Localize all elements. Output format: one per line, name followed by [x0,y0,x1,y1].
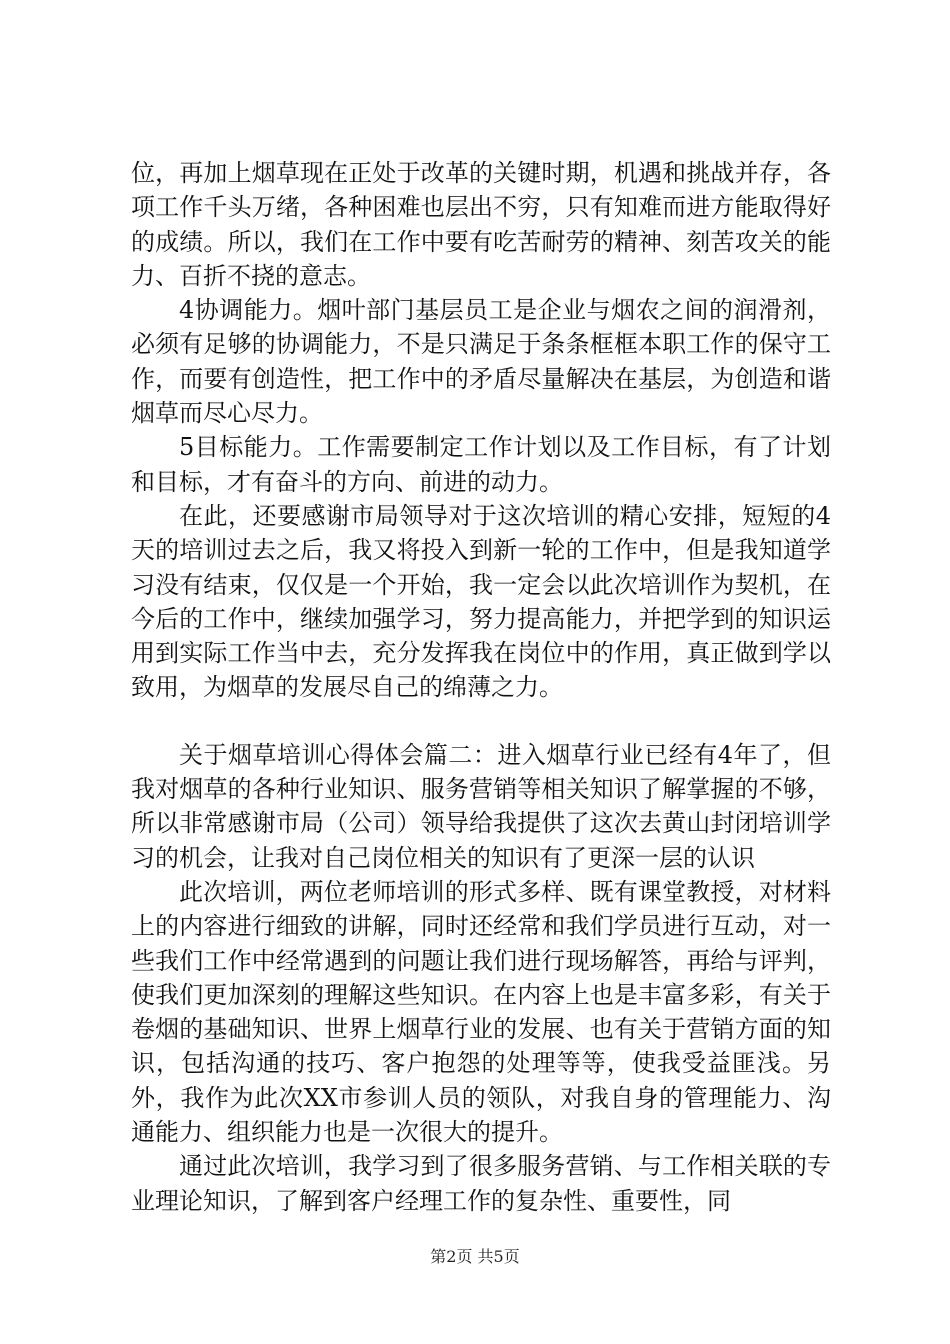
paragraph-thanks: 在此，还要感谢市局领导对于这次培训的精心安排，短短的4天的培训过去之后，我又将投入到新一轮的工作中，但是我知道学习没有结束，仅仅是一个开始，我一定会以此次培训作为契机，在今后的工作中，继续加强学习，努力提高能力，并把学到的知识运用到实际工作当中去，充分发挥我在岗位中的作用，真正做到学以致用，为烟草的发展尽自己的绵薄之力。 [131,501,831,702]
paragraph-continuation: 位，再加上烟草现在正处于改革的关键时期，机遇和挑战并存，各项工作千头万绪，各种困难也层出不穷，只有知难而进方能取得好的成绩。所以，我们在工作中要有吃苦耐劳的精神、刻苦攻关的能力、百折不挠的意志。 [131,159,831,290]
page-number-footer: 第2页 共5页 [430,1247,520,1266]
paragraph-training-content: 此次培训，两位老师培训的形式多样、既有课堂教授，对材料上的内容进行细致的讲解，同时还经常和我们学员进行互动，对一些我们工作中经常遇到的问题让我们进行现场解答，再给与评判，使我们更加深刻的理解这些知识。在内容上也是丰富多彩，有关于卷烟的基础知识、世界上烟草行业的发展、也有关于营销方面的知识，包括沟通的技巧、客户抱怨的处理等等，使我受益匪浅。另外，我作为此次XX市参训人员的领队，对我自身的管理能力、沟通能力、组织能力也是一次很大的提升。 [131,877,831,1147]
paragraph-goal-ability: 5目标能力。工作需要制定工作计划以及工作目标，有了计划和目标，才有奋斗的方向、前进的动力。 [131,433,831,496]
paragraph-coordination-ability: 4协调能力。烟叶部门基层员工是企业与烟农之间的润滑剂，必须有足够的协调能力，不是只满足于条条框框本职工作的保守工作，而要有创造性，把工作中的矛盾尽量解决在基层，为创造和谐烟草而尽心尽力。 [131,296,831,428]
paragraph-part-two-intro: 关于烟草培训心得体会篇二：进入烟草行业已经有4年了，但我对烟草的各种行业知识、服务营销等相关知识了解掌握的不够，所以非常感谢市局（公司）领导给我提供了这次去黄山封闭培训学习的机会，让我对自己岗位相关的知识有了更深一层的认识 [131,740,831,872]
paragraph-training-gains: 通过此次培训，我学习到了很多服务营销、与工作相关联的专业理论知识，了解到客户经理工作的复杂性、重要性，同 [131,1152,831,1215]
document-body [131,156,831,1218]
